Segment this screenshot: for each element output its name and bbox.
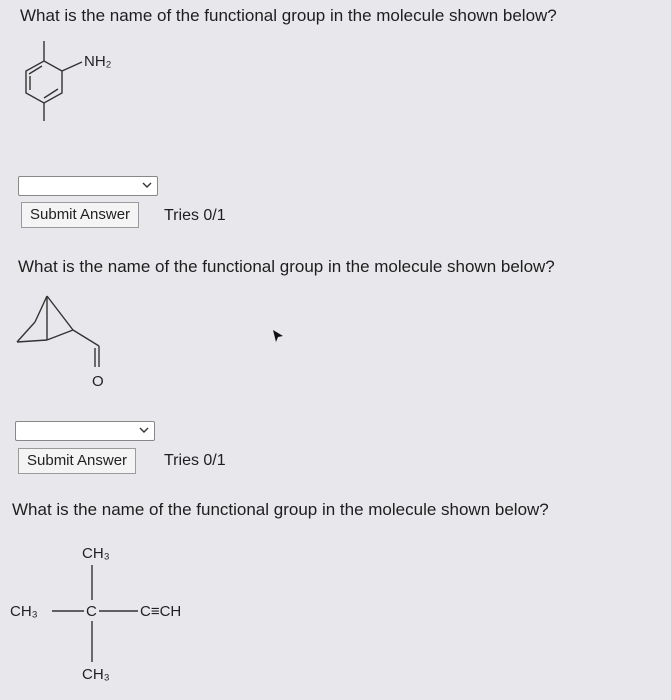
question-1-tries: Tries 0/1 (164, 207, 226, 224)
molecule-1-structure (20, 38, 160, 138)
question-3-prompt: What is the name of the functional group in the molecule shown below? (12, 500, 549, 519)
molecule-3-center-carbon: C (86, 603, 97, 620)
question-1-answer-dropdown[interactable] (18, 176, 158, 196)
chevron-down-icon (141, 179, 153, 191)
question-2-tries: Tries 0/1 (164, 452, 226, 469)
molecule-1-nh2-label: NH₂ (84, 53, 112, 70)
mouse-pointer-icon (270, 328, 286, 344)
molecule-3-top-methyl: CH₃ (82, 545, 110, 562)
question-2-submit-button[interactable]: Submit Answer (18, 448, 136, 474)
question-2-prompt: What is the name of the functional group in the molecule shown below? (18, 257, 555, 276)
molecule-2-structure (15, 292, 115, 402)
molecule-3-structure (6, 538, 266, 688)
molecule-3-alkyne-group: C≡CH (140, 603, 182, 620)
chevron-down-icon (138, 424, 150, 436)
molecule-3-left-methyl: CH₃ (10, 603, 38, 620)
molecule-3-bottom-methyl: CH₃ (82, 666, 110, 683)
question-2-answer-dropdown[interactable] (15, 421, 155, 441)
question-1-prompt: What is the name of the functional group in the molecule shown below? (20, 6, 557, 25)
question-1-submit-button[interactable]: Submit Answer (21, 202, 139, 228)
molecule-2-oxygen-label: O (92, 373, 104, 390)
